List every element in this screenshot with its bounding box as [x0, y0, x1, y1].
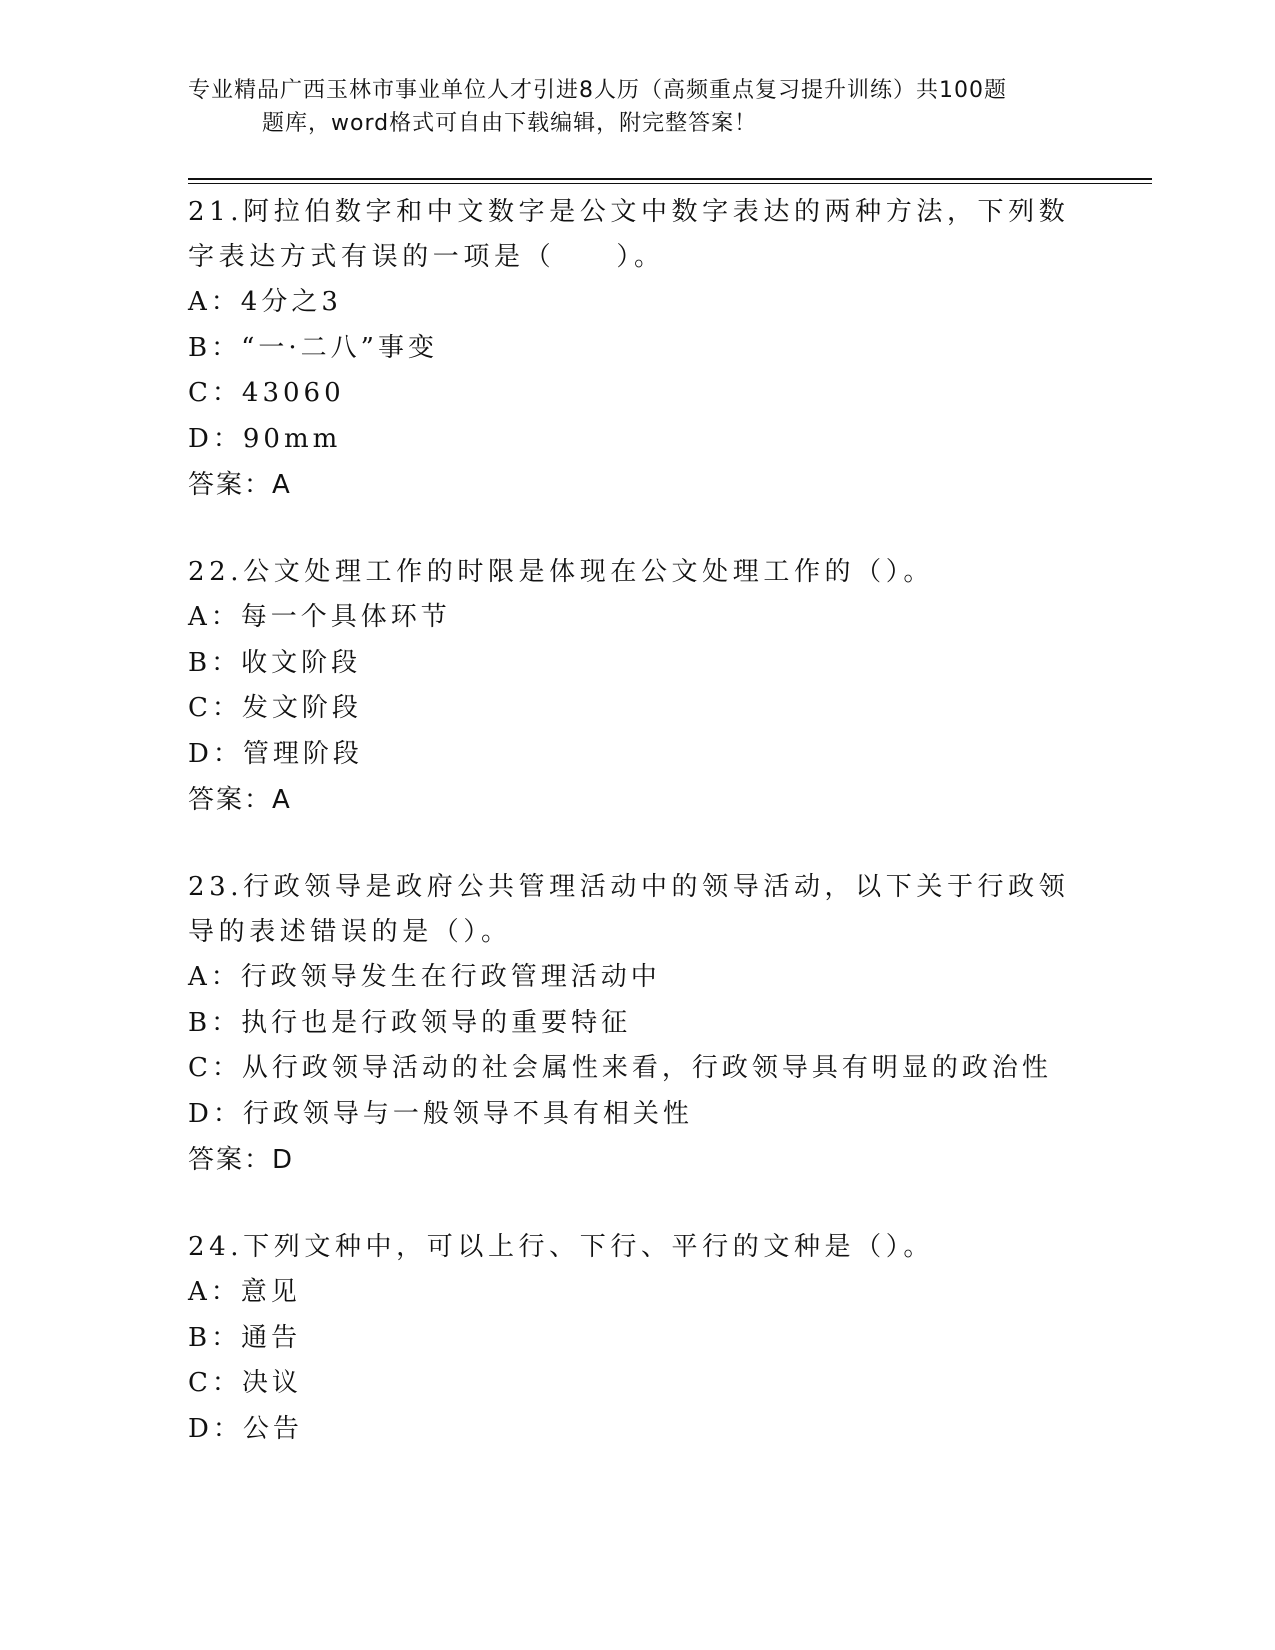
option-label: B：: [188, 332, 242, 363]
answer-value: D: [272, 1145, 295, 1175]
question-list: [188, 190, 1088, 1494]
option-text: 发文阶段: [241, 693, 362, 723]
option-b: [188, 1316, 1088, 1362]
option-label: C：: [188, 1053, 242, 1083]
option-label: C：: [188, 1368, 242, 1398]
option-text: 执行也是行政领导的重要特征: [241, 1007, 632, 1038]
question-text: 21.阿拉伯数字和中文数字是公文中数字表达的两种方法，下列数字表达方式有误的一项是（ ）。: [188, 197, 1070, 272]
option-text: “一·二八”事变: [241, 332, 438, 363]
answer-label: 答案：: [188, 1145, 273, 1175]
option-text: 行政领导与一般领导不具有相关性: [242, 1098, 693, 1129]
header-rule-thin: [188, 183, 1152, 184]
option-text: 决议: [241, 1368, 302, 1398]
answer-value: A: [272, 785, 292, 815]
option-label: D：: [188, 738, 243, 769]
option-d: [188, 732, 1088, 778]
option-a: [188, 280, 1088, 326]
option-a: [188, 955, 1088, 1001]
option-c: [188, 686, 1088, 732]
option-text: 从行政领导活动的社会属性来看，行政领导具有明显的政治性: [241, 1053, 1052, 1083]
option-d: [188, 1407, 1088, 1453]
option-label: B：: [188, 647, 242, 678]
option-label: C：: [188, 693, 242, 723]
option-label: D：: [188, 1098, 243, 1129]
option-label: C：: [188, 378, 242, 408]
option-text: 43060: [241, 378, 345, 408]
option-c: [188, 1046, 1088, 1092]
option-a: [188, 595, 1088, 641]
header-line-2: 题库，word格式可自由下载编辑，附完整答案！: [262, 111, 758, 136]
option-a: [188, 1270, 1088, 1316]
header-line-1: 专业精品广西玉林市事业单位人才引进8人历（高频重点复习提升训练）共100题: [188, 78, 1007, 103]
answer-label: 答案：: [188, 470, 273, 500]
option-text: 收文阶段: [241, 647, 362, 678]
option-b: [188, 326, 1088, 372]
question-text: 23.行政领导是政府公共管理活动中的领导活动，以下关于行政领导的表述错误的是（）。: [188, 872, 1070, 947]
header-rule-thick: [188, 178, 1152, 180]
option-text: 90mm: [242, 423, 342, 454]
answer-line: [188, 777, 1088, 823]
question-21: [188, 190, 1088, 508]
answer-value: A: [272, 470, 292, 500]
option-d: [188, 1092, 1088, 1138]
question-24: [188, 1225, 1088, 1452]
option-text: 行政领导发生在行政管理活动中: [240, 962, 661, 992]
option-label: A：: [188, 602, 241, 632]
option-b: [188, 1001, 1088, 1047]
option-d: [188, 417, 1088, 463]
option-c: [188, 371, 1088, 417]
option-text: 管理阶段: [242, 738, 363, 769]
option-label: A：: [188, 287, 241, 317]
question-text: 24.下列文种中，可以上行、下行、平行的文种是（）。: [188, 1232, 934, 1262]
option-text: 意见: [240, 1277, 301, 1307]
option-label: D：: [188, 423, 243, 454]
option-text: 每一个具体环节: [240, 602, 451, 632]
option-label: D：: [188, 1413, 243, 1444]
option-text: 通告: [241, 1322, 302, 1353]
answer-line: [188, 1137, 1088, 1183]
page-header: [188, 74, 1088, 140]
option-text: 4分之3: [240, 287, 342, 317]
option-label: B：: [188, 1322, 242, 1353]
option-c: [188, 1361, 1088, 1407]
option-label: B：: [188, 1007, 242, 1038]
option-b: [188, 641, 1088, 687]
option-text: 公告: [242, 1413, 303, 1444]
answer-label: 答案：: [188, 785, 273, 815]
option-label: A：: [188, 1277, 241, 1307]
question-22: [188, 550, 1088, 823]
question-text: 22.公文处理工作的时限是体现在公文处理工作的（）。: [188, 557, 934, 587]
answer-line: [188, 462, 1088, 508]
option-label: A：: [188, 962, 241, 992]
question-23: [188, 865, 1088, 1183]
